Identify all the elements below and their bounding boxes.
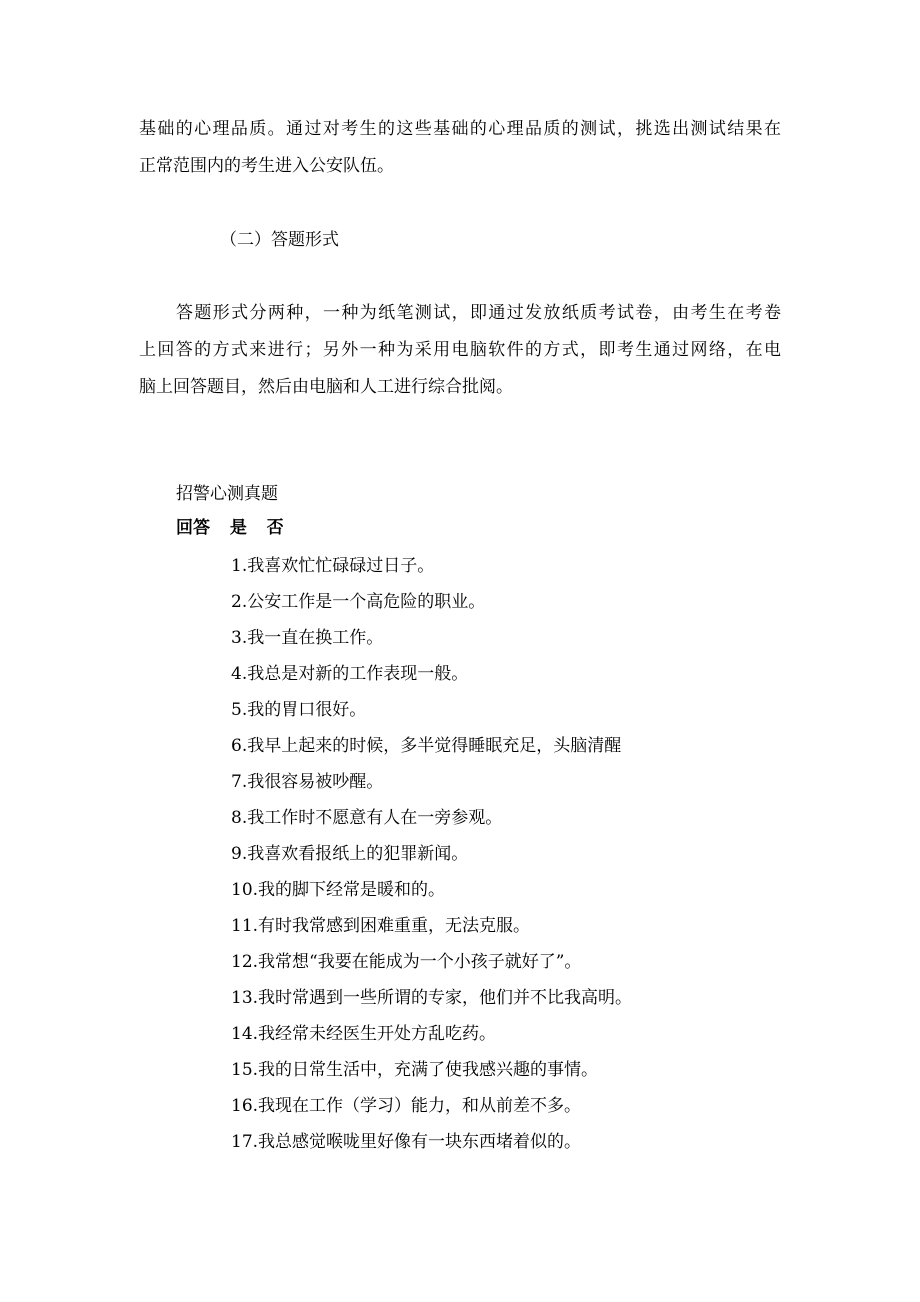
- question-item: 13.我时常遇到一些所谓的专家，他们并不比我高明。: [231, 988, 633, 1008]
- quiz-title: 招警心测真题: [176, 484, 278, 504]
- question-item: 9.我喜欢看报纸上的犯罪新闻。: [231, 844, 469, 864]
- question-item: 15.我的日常生活中，充满了使我感兴趣的事情。: [231, 1060, 599, 1080]
- question-item: 8.我工作时不愿意有人在一旁参观。: [231, 808, 503, 828]
- question-item: 12.我常想“我要在能成为一个小孩子就好了”。: [231, 952, 582, 972]
- question-item: 2.公安工作是一个高危险的职业。: [231, 592, 486, 612]
- question-item: 1.我喜欢忙忙碌碌过日子。: [231, 556, 435, 576]
- question-item: 7.我很容易被吵醒。: [231, 772, 384, 792]
- paragraph-1-line-1: 基础的心理品质。通过对考生的这些基础的心理品质的测试，挑选出测试结果在: [139, 119, 781, 139]
- paragraph-2-line-2: 上回答的方式来进行；另外一种为采用电脑软件的方式，即考生通过网络，在电: [139, 340, 781, 360]
- question-item: 10.我的脚下经常是暖和的。: [231, 880, 446, 900]
- paragraph-2-line-1: 答题形式分两种，一种为纸笔测试，即通过发放纸质考试卷，由考生在考卷: [176, 303, 781, 323]
- question-item: 6.我早上起来的时候，多半觉得睡眠充足，头脑清醒: [231, 736, 622, 756]
- answer-header: 回答 是 否: [176, 518, 284, 538]
- paragraph-1-line-2: 正常范围内的考生进入公安队伍。: [139, 156, 394, 176]
- question-item: 16.我现在工作（学习）能力，和从前差不多。: [231, 1096, 582, 1116]
- question-item: 5.我的胃口很好。: [231, 700, 367, 720]
- question-item: 14.我经常未经医生开处方乱吃药。: [231, 1024, 497, 1044]
- question-item: 3.我一直在换工作。: [231, 628, 384, 648]
- section-heading: （二）答题形式: [220, 230, 339, 250]
- question-item: 11.有时我常感到困难重重，无法克服。: [231, 916, 531, 936]
- question-item: 17.我总感觉喉咙里好像有一块东西堵着似的。: [231, 1132, 582, 1152]
- question-item: 4.我总是对新的工作表现一般。: [231, 664, 469, 684]
- paragraph-2-line-3: 脑上回答题目，然后由电脑和人工进行综合批阅。: [139, 377, 513, 397]
